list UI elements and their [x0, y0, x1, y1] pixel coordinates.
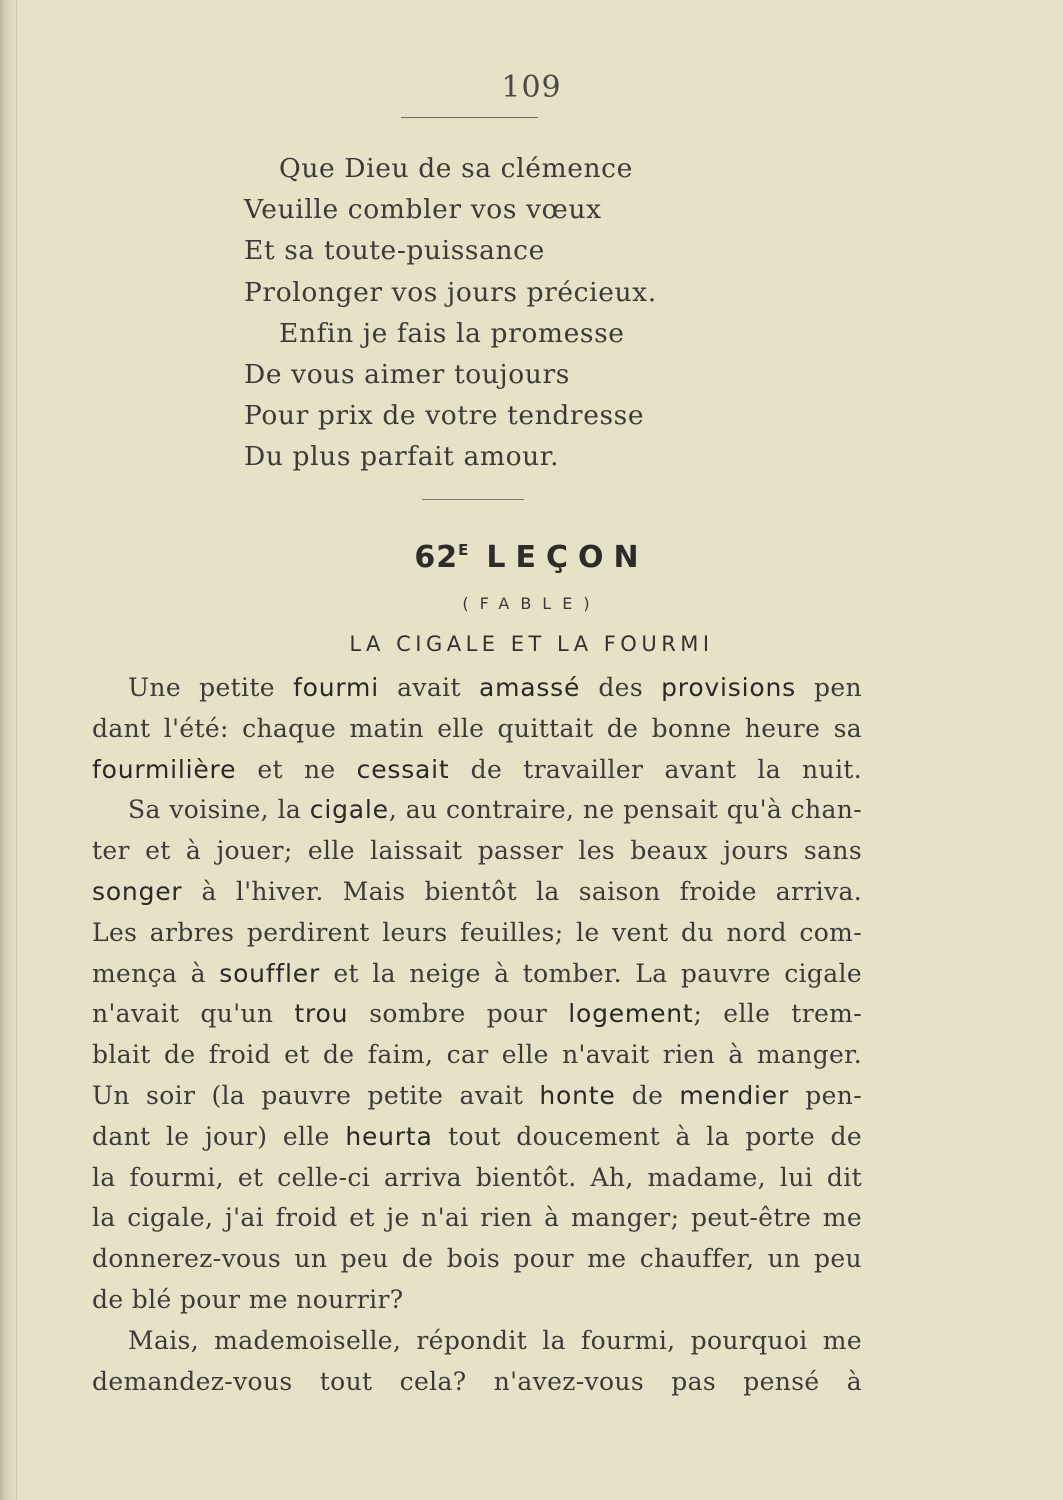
text-run: mença à [92, 958, 220, 988]
text-run: des [580, 673, 662, 702]
lesson-number-suffix: E [458, 541, 469, 559]
vocab-word: honte [539, 1080, 616, 1110]
vocab-word: trou [294, 999, 349, 1029]
text-run: n'avait qu'un [92, 999, 295, 1029]
poem-verse: Pour prix de votre tendresse [244, 400, 645, 432]
text-line [92, 872, 862, 913]
vocab-word: cessait [356, 754, 450, 784]
poem-verse: Veuille combler vos vœux [244, 194, 602, 226]
text-run: , au contraire, ne pensait qu'à chan- [388, 795, 862, 825]
fable-title: LA CIGALE ET LA FOURMI [349, 632, 714, 656]
text-line [92, 790, 862, 831]
poem-verse: Prolonger vos jours précieux. [244, 276, 657, 308]
text-line: ter et à jouer; elle laissait passer les beaux jours sans [92, 836, 862, 866]
vocab-word: fourmi [293, 673, 379, 702]
book-spine-edge [0, 0, 17, 1500]
text-line: blait de froid et de faim, car elle n'avait rien à manger. [92, 1040, 862, 1070]
text-line [92, 1076, 862, 1117]
text-run: dant le jour) elle [92, 1121, 346, 1151]
text-run: et la neige à tomber. La pauvre cigale [320, 958, 862, 988]
poem [244, 148, 804, 478]
poem-verse: Enfin je fais la promesse [279, 317, 625, 349]
lesson-word: LEÇON [486, 540, 649, 575]
text-line [92, 994, 862, 1035]
text-line: de blé pour me nourrir? [92, 1284, 404, 1314]
vocab-word: songer [92, 876, 183, 906]
text-line: la fourmi, et celle-ci arriva bientôt. Ah, madame, lui dit [92, 1162, 862, 1192]
lesson-heading [0, 540, 1063, 575]
text-run: Une petite [128, 673, 294, 702]
page-number: 109 [501, 70, 562, 105]
vocab-word: logement [568, 999, 694, 1029]
text-run: pen [795, 673, 863, 702]
text-run: sombre pour [348, 999, 569, 1029]
text-line: dant l'été: chaque matin elle quittait de bonne heure sa [92, 713, 862, 743]
text-run: à l'hiver. Mais bientôt la saison froide arriva. [182, 876, 862, 906]
lesson-subtitle: (FABLE) [462, 594, 601, 613]
text-run: de travailler avant la nuit. [449, 754, 862, 784]
header-rule [401, 117, 538, 118]
text-line: demandez-vous tout cela? n'avez-vous pas pensé à [92, 1366, 862, 1396]
text-line: la cigale, j'ai froid et je n'ai rien à manger; peut-être me [92, 1203, 862, 1233]
text-line [92, 668, 862, 709]
text-run: Un soir (la pauvre petite avait [92, 1080, 540, 1110]
text-run: Sa voisine, la [128, 795, 310, 825]
vocab-word: souffler [219, 958, 321, 988]
text-run: tout doucement à la porte de [432, 1121, 862, 1151]
vocab-word: heurta [345, 1121, 433, 1151]
text-run: de [615, 1080, 680, 1110]
text-run: et ne [236, 754, 357, 784]
fable-text [92, 668, 862, 1402]
lesson-number-value: 62 [414, 540, 459, 575]
text-line: donnerez-vous un peu de bois pour me chauffer, un peu [92, 1244, 862, 1274]
text-run: avait [378, 673, 479, 702]
text-line: Mais, mademoiselle, répondit la fourmi, pourquoi me [128, 1325, 862, 1355]
text-line: Les arbres perdirent leurs feuilles; le vent du nord com- [92, 917, 862, 947]
poem-verse: Que Dieu de sa clémence [279, 153, 633, 184]
poem-verse: De vous aimer toujours [244, 359, 570, 391]
text-line [92, 750, 862, 791]
text-line [92, 1117, 862, 1158]
vocab-word: amassé [478, 673, 581, 702]
section-divider [422, 499, 524, 500]
text-line [92, 954, 862, 995]
vocab-word: provisions [661, 673, 796, 702]
poem-verse: Et sa toute-puissance [244, 235, 545, 267]
vocab-word: cigale [309, 795, 389, 825]
vocab-word: mendier [679, 1080, 790, 1110]
poem-verse: Du plus parfait amour. [244, 441, 560, 473]
text-run: ; elle trem- [693, 999, 862, 1029]
lesson-number [414, 540, 468, 575]
vocab-word: fourmilière [92, 754, 237, 784]
text-run: pen- [789, 1080, 862, 1110]
